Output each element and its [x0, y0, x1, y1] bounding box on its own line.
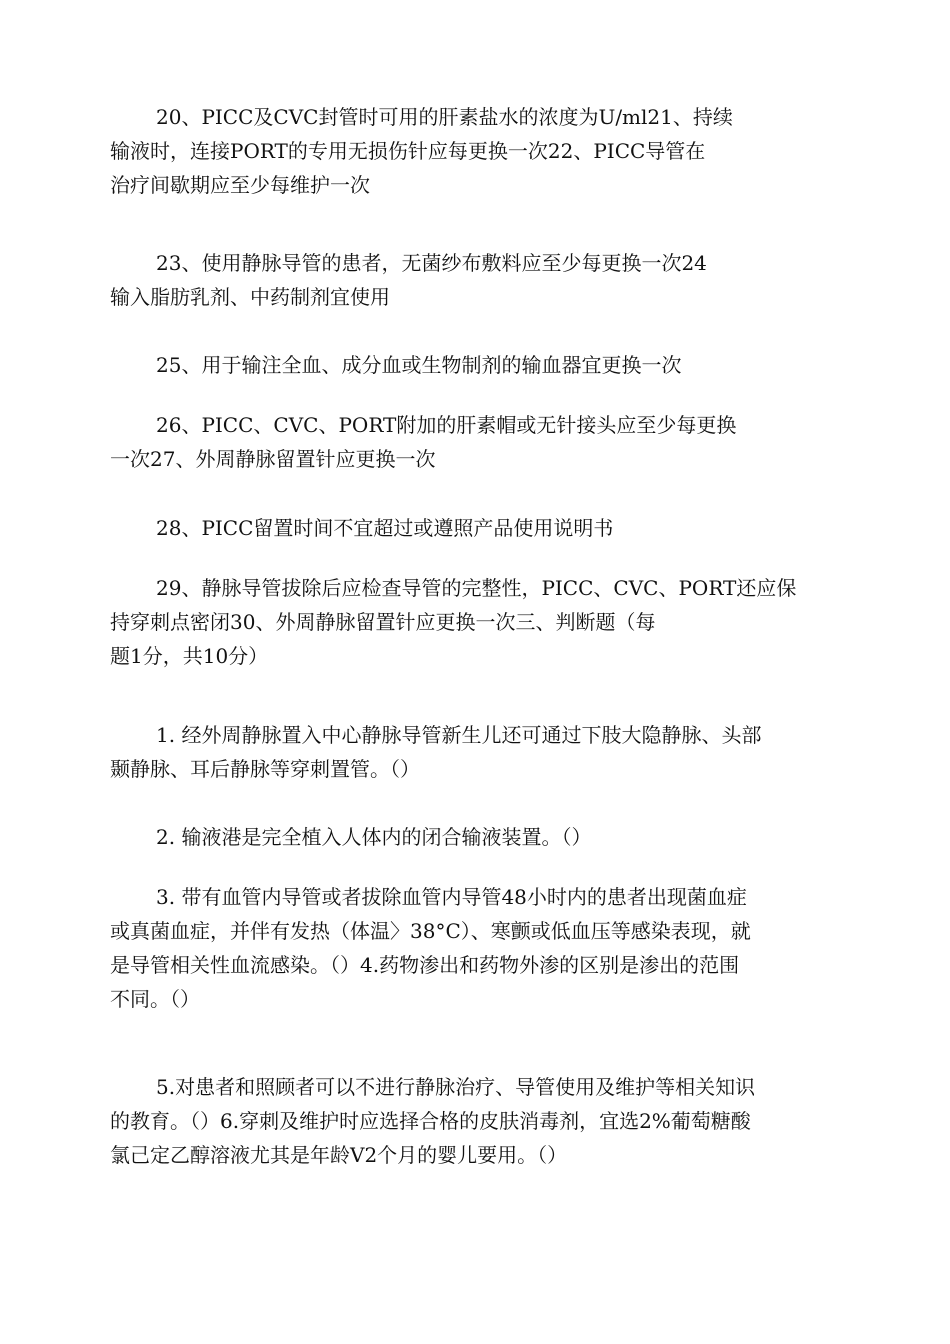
text-line: 23、使用静脉导管的患者，无菌纱布敷料应至少每更换一次24: [156, 251, 707, 275]
text-line: 输液时，连接PORT的专用无损伤针应每更换一次22、PICC导管在: [110, 139, 706, 163]
paragraph-tf-2: [110, 820, 850, 854]
paragraph-q26-27: [110, 408, 850, 476]
text-line: 一次27、外周静脉留置针应更换一次: [110, 447, 436, 471]
text-line: 是导管相关性血流感染。（）4.药物渗出和药物外渗的区别是渗出的范围: [110, 953, 740, 977]
text-line: 氯己定乙醇溶液尤其是年龄V2个月的婴儿要用。（）: [110, 1143, 568, 1167]
paragraph-tf-3-4: [110, 880, 850, 1016]
text-line: 28、PICC留置时间不宜超过或遵照产品使用说明书: [156, 516, 614, 540]
text-line: 输入脂肪乳剂、中药制剂宜使用: [110, 285, 390, 309]
paragraph-q23-24: [110, 246, 850, 314]
text-line: 题1分，共10分）: [110, 644, 269, 668]
text-line: 2. 输液港是完全植入人体内的闭合输液装置。（）: [156, 825, 592, 849]
text-line: 3. 带有血管内导管或者拔除血管内导管48小时内的患者出现菌血症: [156, 885, 747, 909]
text-line: 26、PICC、CVC、PORT附加的肝素帽或无针接头应至少每更换: [156, 413, 737, 437]
text-line: 持穿刺点密闭30、外周静脉留置针应更换一次三、判断题（每: [110, 610, 656, 634]
text-line: 颞静脉、耳后静脉等穿刺置管。（）: [110, 757, 420, 781]
text-line: 或真菌血症，并伴有发热（体温〉38°C）、寒颤或低血压等感染表现，就: [110, 919, 751, 943]
paragraph-tf-5-6: [110, 1070, 850, 1172]
text-line: 1. 经外周静脉置入中心静脉导管新生儿还可通过下肢大隐静脉、头部: [156, 723, 762, 747]
text-line: 的教育。（）6.穿刺及维护时应选择合格的皮肤消毒剂，宜选2%葡萄糖酸: [110, 1109, 751, 1133]
text-line: 不同。（）: [110, 987, 200, 1011]
paragraph-q28: [110, 511, 850, 545]
text-line: 5.对患者和照顾者可以不进行静脉治疗、导管使用及维护等相关知识: [156, 1075, 756, 1099]
text-line: 20、PICC及CVC封管时可用的肝素盐水的浓度为U/ml21、持续: [156, 105, 733, 129]
text-line: 29、静脉导管拔除后应检查导管的完整性，PICC、CVC、PORT还应保: [156, 576, 797, 600]
paragraph-tf-1: [110, 718, 850, 786]
paragraph-q20-22: [110, 100, 850, 202]
text-line: 治疗间歇期应至少每维护一次: [110, 173, 370, 197]
paragraph-q25: [110, 348, 850, 382]
text-line: 25、用于输注全血、成分血或生物制剂的输血器宜更换一次: [156, 353, 682, 377]
paragraph-q29-30: [110, 571, 850, 673]
